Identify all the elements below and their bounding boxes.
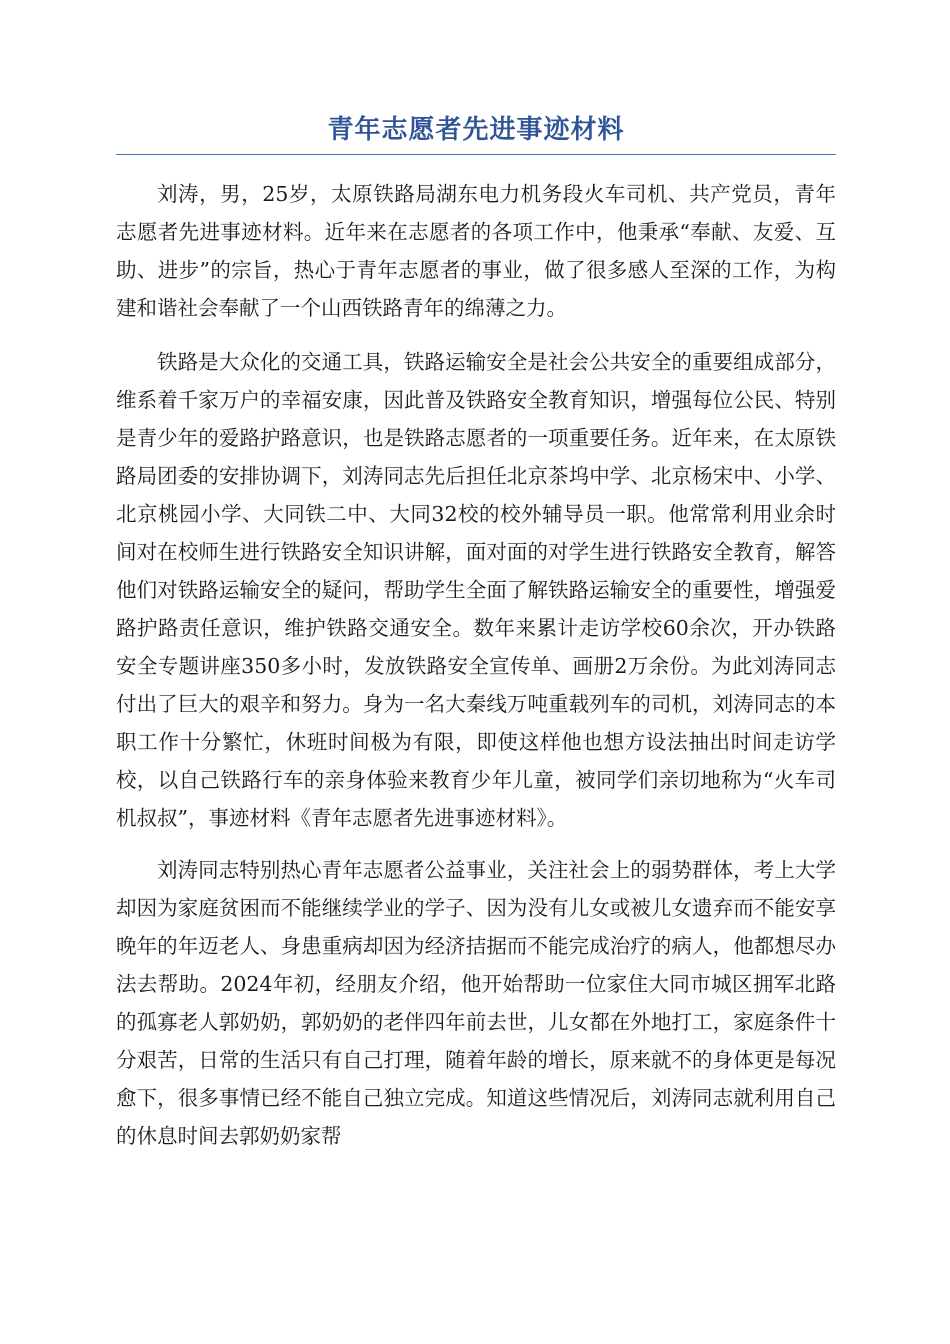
document-page: [116, 110, 836, 1155]
paragraph-charity: 刘涛同志特别热心青年志愿者公益事业，关注社会上的弱势群体，考上大学却因为家庭贫困而不能继续学业的学子、因为没有儿女或被儿女遗弃而不能安享晚年的年迈老人、身患重病却因为经济拮据而不能完成治疗的病人，他都想尽办法去帮助。2024年初，经朋友介绍，他开始帮助一位家住大同市城区拥军北路的孤寡老人郭奶奶，郭奶奶的老伴四年前去世，儿女都在外地打工，家庭条件十分艰苦，日常的生活只有自己打理，随着年龄的增长，原来就不的身体更是每况愈下，很多事情已经不能自己独立完成。知道这些情况后，刘涛同志就利用自己的休息时间去郭奶奶家帮: [116, 858, 836, 1148]
paragraph-intro: 刘涛，男，25岁，太原铁路局湖东电力机务段火车司机、共产党员，青年志愿者先进事迹材料。近年来在志愿者的各项工作中，他秉承“奉献、友爱、互助、进步”的宗旨，热心于青年志愿者的事业，做了很多感人至深的工作，为构建和谐社会奉献了一个山西铁路青年的绵薄之力。: [116, 182, 836, 320]
paragraph-railway-safety: 铁路是大众化的交通工具，铁路运输安全是社会公共安全的重要组成部分，维系着千家万户的幸福安康，因此普及铁路安全教育知识，增强每位公民、特别是青少年的爱路护路意识，也是铁路志愿者的一项重要任务。近年来，在太原铁路局团委的安排协调下，刘涛同志先后担任北京茶坞中学、北京杨宋中、小学、北京桃园小学、大同铁二中、大同32校的校外辅导员一职。他常常利用业余时间对在校师生进行铁路安全知识讲解，面对面的对学生进行铁路安全教育，解答他们对铁路运输安全的疑问，帮助学生全面了解铁路运输安全的重要性，增强爱路护路责任意识，维护铁路交通安全。数年来累计走访学校60余次，开办铁路安全专题讲座350多小时，发放铁路安全宣传单、画册2万余份。为此刘涛同志付出了巨大的艰辛和努力。身为一名大秦线万吨重载列车的司机，刘涛同志的本职工作十分繁忙，休班时间极为有限，即使这样他也想方设法抽出时间走访学校，以自己铁路行车的亲身体验来教育少年儿童，被同学们亲切地称为“火车司机叔叔”，事迹材料《青年志愿者先进事迹材料》。: [116, 350, 836, 830]
document-title: 青年志愿者先进事迹材料: [116, 110, 836, 155]
